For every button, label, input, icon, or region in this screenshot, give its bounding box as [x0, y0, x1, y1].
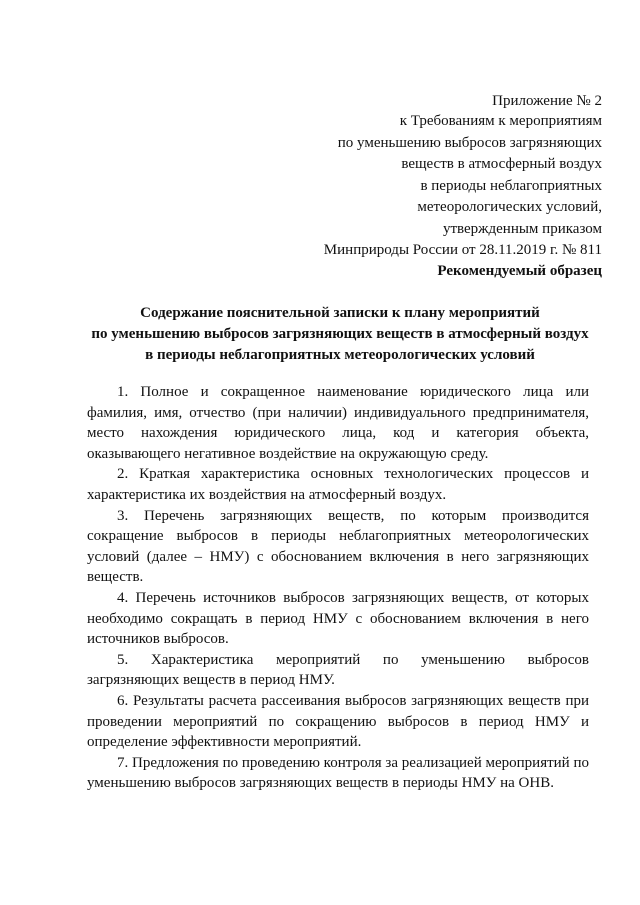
document-title: [60, 303, 620, 366]
list-item: 4. Перечень источников выбросов загрязняющих веществ, от которых необходимо сокращать в период НМУ с обоснованием включения в него источников выбросов.: [87, 589, 589, 648]
list-item: 7. Предложения по проведению контроля за реализацией мероприятий по уменьшению выбросов загрязняющих веществ в периоды НМУ на ОНВ.: [87, 754, 589, 792]
title-line: в периоды неблагоприятных метеорологических условий: [145, 347, 535, 363]
list-item: 1. Полное и сокращенное наименование юридического лица или фамилия, имя, отчество (при наличии) индивидуального предпринимателя, место нахождения юридического лица, код и категория объекта, оказывающего негативное воздействие на окружающую среду.: [87, 384, 589, 462]
requirements-line: веществ в атмосферный воздух: [401, 156, 602, 172]
requirements-line: Минприроды России от 28.11.2019 г. № 811: [323, 242, 602, 258]
requirements-line: утвержденным приказом: [442, 220, 602, 237]
requirements-reference: [324, 111, 602, 262]
title-line: Содержание пояснительной записки к плану мероприятий: [140, 305, 540, 321]
list-item: 5. Характеристика мероприятий по уменьшению выбросов загрязняющих веществ в период НМУ.: [87, 651, 589, 689]
list-item: 6. Результаты расчета рассеивания выбросов загрязняющих веществ при проведении мероприятий по сокращению выбросов в период НМУ и определение эффективности мероприятий.: [87, 692, 589, 751]
requirements-line: метеорологических условий,: [417, 199, 602, 215]
requirements-line: к Требованиям к мероприятиям: [399, 113, 602, 129]
title-line: по уменьшению выбросов загрязняющих веществ в атмосферный воздух: [91, 326, 589, 342]
document-body: [87, 382, 589, 794]
requirements-line: в периоды неблагоприятных: [420, 177, 602, 194]
sample-label: Рекомендуемый образец: [437, 263, 602, 279]
list-item: 2. Краткая характеристика основных технологических процессов и характеристика их воздействия на атмосферный воздух.: [87, 466, 589, 503]
appendix-number: Приложение № 2: [492, 93, 602, 109]
requirements-line: по уменьшению выбросов загрязняющих: [337, 134, 602, 151]
list-item: 3. Перечень загрязняющих веществ, по которым производится сокращение выбросов в периоды неблагоприятных метеорологических условий (далее – НМУ) с обоснованием включения в него загрязняющих веществ.: [87, 507, 589, 586]
